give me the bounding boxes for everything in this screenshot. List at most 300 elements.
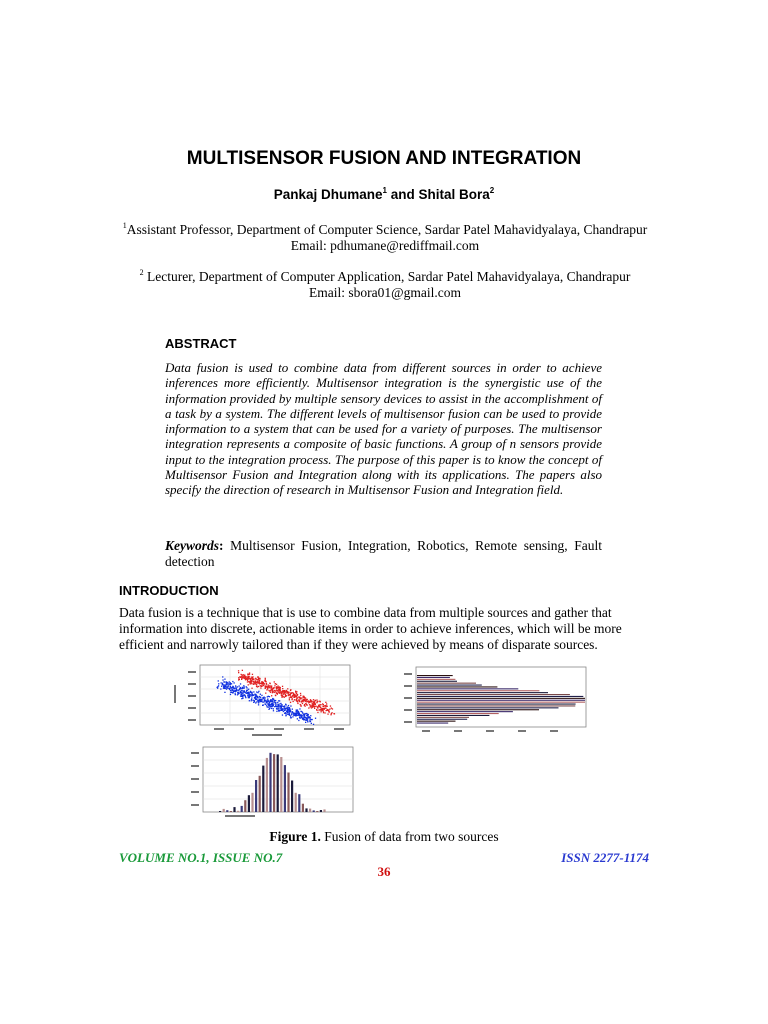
scatter-point <box>275 695 276 696</box>
scatter-point <box>279 708 280 709</box>
scatter-point <box>281 695 282 696</box>
scatter-point <box>273 703 274 704</box>
histogram-bar <box>295 793 297 812</box>
scatter-point <box>303 699 304 700</box>
keywords-label: Keywords <box>165 538 219 553</box>
hbar <box>417 675 453 676</box>
scatter-point <box>278 711 279 712</box>
scatter-point <box>282 706 283 707</box>
scatter-point <box>260 694 261 695</box>
scatter-point <box>289 714 290 715</box>
scatter-point <box>241 696 242 697</box>
hbar <box>417 723 448 724</box>
scatter-point <box>325 705 326 706</box>
scatter-point <box>291 712 292 713</box>
scatter-point <box>322 706 323 707</box>
affiliation-text: Lecturer, Department of Computer Application, Sardar Patel Mahavidyalaya, Chandrapur <box>143 269 631 284</box>
scatter-point <box>263 704 264 705</box>
affiliation-email: Email: sbora01@gmail.com <box>309 285 461 300</box>
author-name: Pankaj Dhumane <box>273 187 383 202</box>
scatter-point <box>282 686 283 687</box>
scatter-point <box>280 705 281 706</box>
scatter-point <box>251 697 252 698</box>
hbar <box>417 711 513 712</box>
scatter-point <box>244 692 245 693</box>
scatter-point <box>236 690 237 691</box>
hbar <box>417 700 585 701</box>
scatter-point <box>269 706 270 707</box>
scatter-point <box>259 678 260 679</box>
scatter-point <box>310 706 311 707</box>
scatter-point <box>243 688 244 689</box>
scatter-point <box>321 711 322 712</box>
scatter-point <box>260 685 261 686</box>
scatter-point <box>233 690 234 691</box>
scatter-point <box>263 685 264 686</box>
scatter-point <box>284 696 285 697</box>
scatter-point <box>291 717 292 718</box>
scatter-point <box>290 705 291 706</box>
scatter-point <box>255 702 256 703</box>
scatter-point <box>266 706 267 707</box>
scatter-point <box>235 685 236 686</box>
scatter-point <box>265 693 266 694</box>
figure-histogram <box>185 744 360 824</box>
scatter-point <box>303 717 304 718</box>
hbar <box>417 713 499 714</box>
scatter-point <box>311 701 312 702</box>
scatter-point <box>255 680 256 681</box>
scatter-point <box>271 685 272 686</box>
scatter-point <box>252 683 253 684</box>
hbar <box>417 685 482 686</box>
scatter-point <box>257 681 258 682</box>
scatter-point <box>295 694 296 695</box>
scatter-point <box>327 714 328 715</box>
paper-title: MULTISENSOR FUSION AND INTEGRATION <box>186 148 582 169</box>
hbar <box>417 705 575 706</box>
histogram-bar <box>233 807 235 812</box>
scatter-point <box>298 720 299 721</box>
scatter-point <box>251 699 252 700</box>
scatter-point <box>279 709 280 710</box>
scatter-point <box>297 701 298 702</box>
histogram-bar <box>284 765 286 812</box>
scatter-point <box>316 702 317 703</box>
hbar <box>417 717 469 718</box>
scatter-point <box>247 680 248 681</box>
scatter-point <box>286 692 287 693</box>
scatter-point <box>285 704 286 705</box>
abstract-heading: ABSTRACT <box>165 336 237 351</box>
scatter-point <box>271 695 272 696</box>
scatter-point <box>304 713 305 714</box>
scatter-point <box>263 697 264 698</box>
scatter-point <box>230 683 231 684</box>
scatter-point <box>291 699 292 700</box>
scatter-point <box>252 700 253 701</box>
scatter-point <box>312 703 313 704</box>
scatter-point <box>318 709 319 710</box>
histogram-bar <box>287 773 289 813</box>
scatter-point <box>232 686 233 687</box>
scatter-point <box>232 681 233 682</box>
scatter-point <box>255 682 256 683</box>
hbar <box>417 677 450 678</box>
scatter-point <box>310 719 311 720</box>
scatter-point <box>307 713 308 714</box>
scatter-point <box>272 690 273 691</box>
scatter-point <box>264 683 265 684</box>
scatter-point <box>273 708 274 709</box>
scatter-point <box>250 681 251 682</box>
scatter-point <box>246 690 247 691</box>
scatter-point <box>266 683 267 684</box>
scatter-point <box>306 713 307 714</box>
scatter-point <box>281 704 282 705</box>
scatter-point <box>301 714 302 715</box>
scatter-point <box>269 696 270 697</box>
scatter-point <box>300 698 301 699</box>
scatter-point <box>238 672 239 673</box>
histogram-bar <box>305 808 307 812</box>
scatter-point <box>268 705 269 706</box>
figure-scatter-plot <box>170 661 355 739</box>
scatter-point <box>247 677 248 678</box>
scatter-point <box>262 701 263 702</box>
scatter-point <box>228 685 229 686</box>
scatter-point <box>244 678 245 679</box>
scatter-point <box>237 686 238 687</box>
scatter-point <box>235 693 236 694</box>
histogram-bar <box>323 809 325 812</box>
scatter-point <box>294 699 295 700</box>
scatter-point <box>315 700 316 701</box>
histogram-bar <box>262 766 264 812</box>
scatter-point <box>246 676 247 677</box>
scatter-point <box>265 704 266 705</box>
scatter-point <box>273 690 274 691</box>
histogram-bar <box>223 809 225 812</box>
affiliation-superscript: 2 <box>139 268 144 277</box>
scatter-point <box>260 700 261 701</box>
scatter-point <box>227 682 228 683</box>
footer-issn: ISSN 2277-1174 <box>561 850 649 865</box>
author-name: Shital Bora <box>418 187 490 202</box>
hbar <box>417 694 570 695</box>
scatter-point <box>288 705 289 706</box>
scatter-point <box>307 701 308 702</box>
scatter-point <box>278 687 279 688</box>
scatter-point <box>254 700 255 701</box>
scatter-point <box>241 698 242 699</box>
scatter-point <box>264 699 265 700</box>
scatter-point <box>290 716 291 717</box>
scatter-point <box>241 695 242 696</box>
scatter-point <box>250 691 251 692</box>
scatter-point <box>317 707 318 708</box>
scatter-point <box>295 713 296 714</box>
scatter-point <box>282 714 283 715</box>
scatter-point <box>242 670 243 671</box>
histogram-bar <box>255 780 257 812</box>
scatter-point <box>314 703 315 704</box>
scatter-point <box>235 687 236 688</box>
histogram-bar <box>251 793 253 812</box>
scatter-point <box>277 705 278 706</box>
scatter-point <box>242 687 243 688</box>
scatter-point <box>305 722 306 723</box>
scatter-point <box>259 680 260 681</box>
scatter-point <box>317 712 318 713</box>
footer-volume: VOLUME NO.1, ISSUE NO.7 <box>119 850 283 865</box>
scatter-point <box>296 709 297 710</box>
histogram-bar <box>313 810 315 812</box>
scatter-point <box>314 708 315 709</box>
scatter-point <box>290 694 291 695</box>
hbar <box>417 688 518 689</box>
scatter-point <box>248 692 249 693</box>
author-superscript: 2 <box>489 186 495 195</box>
scatter-point <box>266 705 267 706</box>
histogram-bar <box>219 811 221 812</box>
scatter-point <box>322 703 323 704</box>
scatter-point <box>251 695 252 696</box>
scatter-point <box>264 685 265 686</box>
scatter-point <box>278 708 279 709</box>
scatter-point <box>302 712 303 713</box>
scatter-point <box>308 702 309 703</box>
scatter-point <box>293 714 294 715</box>
scatter-point <box>251 700 252 701</box>
scatter-point <box>317 701 318 702</box>
scatter-point <box>277 690 278 691</box>
scatter-point <box>309 704 310 705</box>
scatter-point <box>286 690 287 691</box>
scatter-point <box>261 683 262 684</box>
scatter-point <box>287 692 288 693</box>
scatter-point <box>316 699 317 700</box>
scatter-point <box>285 712 286 713</box>
scatter-point <box>251 681 252 682</box>
scatter-point <box>222 683 223 684</box>
scatter-point <box>250 694 251 695</box>
scatter-point <box>252 678 253 679</box>
scatter-point <box>314 706 315 707</box>
scatter-point <box>257 679 258 680</box>
scatter-point <box>221 682 222 683</box>
scatter-point <box>303 719 304 720</box>
scatter-point <box>239 689 240 690</box>
scatter-point <box>307 721 308 722</box>
scatter-point <box>256 682 257 683</box>
scatter-point <box>294 714 295 715</box>
scatter-point <box>276 711 277 712</box>
scatter-point <box>244 677 245 678</box>
scatter-point <box>240 677 241 678</box>
scatter-point <box>252 676 253 677</box>
scatter-point <box>325 702 326 703</box>
scatter-point <box>217 686 218 687</box>
scatter-point <box>281 696 282 697</box>
keywords-text: Multisensor Fusion, Integration, Robotics, Remote sensing, Fault detection <box>165 538 602 569</box>
scatter-point <box>310 715 311 716</box>
scatter-point <box>285 695 286 696</box>
scatter-point <box>318 705 319 706</box>
scatter-point <box>279 689 280 690</box>
scatter-point <box>297 695 298 696</box>
hbar <box>417 698 585 699</box>
scatter-point <box>324 712 325 713</box>
scatter-point <box>265 701 266 702</box>
scatter-point <box>237 692 238 693</box>
scatter-point <box>249 697 250 698</box>
scatter-point <box>248 676 249 677</box>
page-number: 36 <box>377 864 391 879</box>
scatter-point <box>256 691 257 692</box>
scatter-point <box>288 692 289 693</box>
scatter-point <box>273 687 274 688</box>
scatter-point <box>279 703 280 704</box>
scatter-point <box>218 680 219 681</box>
scatter-point <box>260 699 261 700</box>
histogram-bar <box>302 804 304 812</box>
scatter-point <box>244 675 245 676</box>
hbar <box>417 715 489 716</box>
histogram-bar <box>259 776 261 812</box>
scatter-point <box>253 681 254 682</box>
scatter-point <box>248 694 249 695</box>
scatter-point <box>300 695 301 696</box>
keywords <box>165 538 602 570</box>
scatter-point <box>284 690 285 691</box>
scatter-point <box>299 715 300 716</box>
scatter-point <box>320 707 321 708</box>
hbar <box>417 707 559 708</box>
scatter-point <box>267 698 268 699</box>
scatter-point <box>298 699 299 700</box>
scatter-point <box>289 710 290 711</box>
scatter-point <box>258 691 259 692</box>
scatter-point <box>293 693 294 694</box>
scatter-point <box>269 708 270 709</box>
scatter-point <box>251 688 252 689</box>
histogram-bar <box>269 753 271 812</box>
scatter-point <box>288 694 289 695</box>
scatter-point <box>297 714 298 715</box>
scatter-point <box>220 688 221 689</box>
author-line <box>0 187 768 202</box>
scatter-point <box>298 712 299 713</box>
scatter-point <box>297 718 298 719</box>
scatter-point <box>267 686 268 687</box>
scatter-point <box>239 679 240 680</box>
scatter-point <box>290 690 291 691</box>
scatter-point <box>331 713 332 714</box>
scatter-point <box>302 703 303 704</box>
scatter-point <box>332 708 333 709</box>
scatter-point <box>222 679 223 680</box>
scatter-point <box>324 707 325 708</box>
scatter-point <box>311 723 312 724</box>
histogram-bar <box>273 754 275 812</box>
keywords-colon: : <box>219 538 224 553</box>
scatter-point <box>259 696 260 697</box>
affiliation-2 <box>110 269 660 301</box>
scatter-point <box>322 708 323 709</box>
scatter-point <box>327 706 328 707</box>
scatter-point <box>293 694 294 695</box>
scatter-point <box>241 679 242 680</box>
scatter-point <box>261 695 262 696</box>
scatter-point <box>282 708 283 709</box>
scatter-point <box>241 675 242 676</box>
scatter-point <box>258 678 259 679</box>
scatter-point <box>304 699 305 700</box>
scatter-point <box>242 693 243 694</box>
histogram-bar <box>241 806 243 812</box>
hbar <box>417 702 585 703</box>
figure-horizontal-bar-plot <box>388 663 593 741</box>
scatter-point <box>249 674 250 675</box>
scatter-point <box>290 702 291 703</box>
scatter-point <box>270 688 271 689</box>
scatter-point <box>282 692 283 693</box>
scatter-point <box>307 699 308 700</box>
histogram-bar <box>248 795 250 812</box>
scatter-point <box>234 688 235 689</box>
author-superscript: 1 <box>382 186 387 195</box>
scatter-point <box>241 692 242 693</box>
histogram-bar <box>320 810 322 812</box>
hbar <box>417 709 539 710</box>
histogram-bar <box>298 794 300 812</box>
scatter-point <box>299 717 300 718</box>
scatter-point <box>304 716 305 717</box>
scatter-point <box>223 681 224 682</box>
scatter-point <box>327 710 328 711</box>
scatter-point <box>283 707 284 708</box>
scatter-point <box>308 707 309 708</box>
scatter-point <box>252 674 253 675</box>
scatter-point <box>310 700 311 701</box>
scatter-point <box>254 694 255 695</box>
scatter-point <box>309 721 310 722</box>
affiliation-email: Email: pdhumane@rediffmail.com <box>290 238 480 253</box>
scatter-point <box>253 691 254 692</box>
scatter-point <box>276 689 277 690</box>
scatter-point <box>258 704 259 705</box>
scatter-point <box>251 677 252 678</box>
hbar <box>417 679 455 680</box>
scatter-point <box>281 710 282 711</box>
scatter-point <box>222 676 223 677</box>
scatter-point <box>272 705 273 706</box>
scatter-point <box>297 703 298 704</box>
scatter-point <box>287 709 288 710</box>
hbar <box>417 683 476 684</box>
scatter-point <box>295 695 296 696</box>
scatter-point <box>225 685 226 686</box>
scatter-point <box>319 704 320 705</box>
scatter-point <box>257 696 258 697</box>
scatter-point <box>259 699 260 700</box>
scatter-point <box>238 677 239 678</box>
scatter-point <box>316 709 317 710</box>
scatter-point <box>226 688 227 689</box>
scatter-point <box>272 701 273 702</box>
scatter-point <box>290 692 291 693</box>
